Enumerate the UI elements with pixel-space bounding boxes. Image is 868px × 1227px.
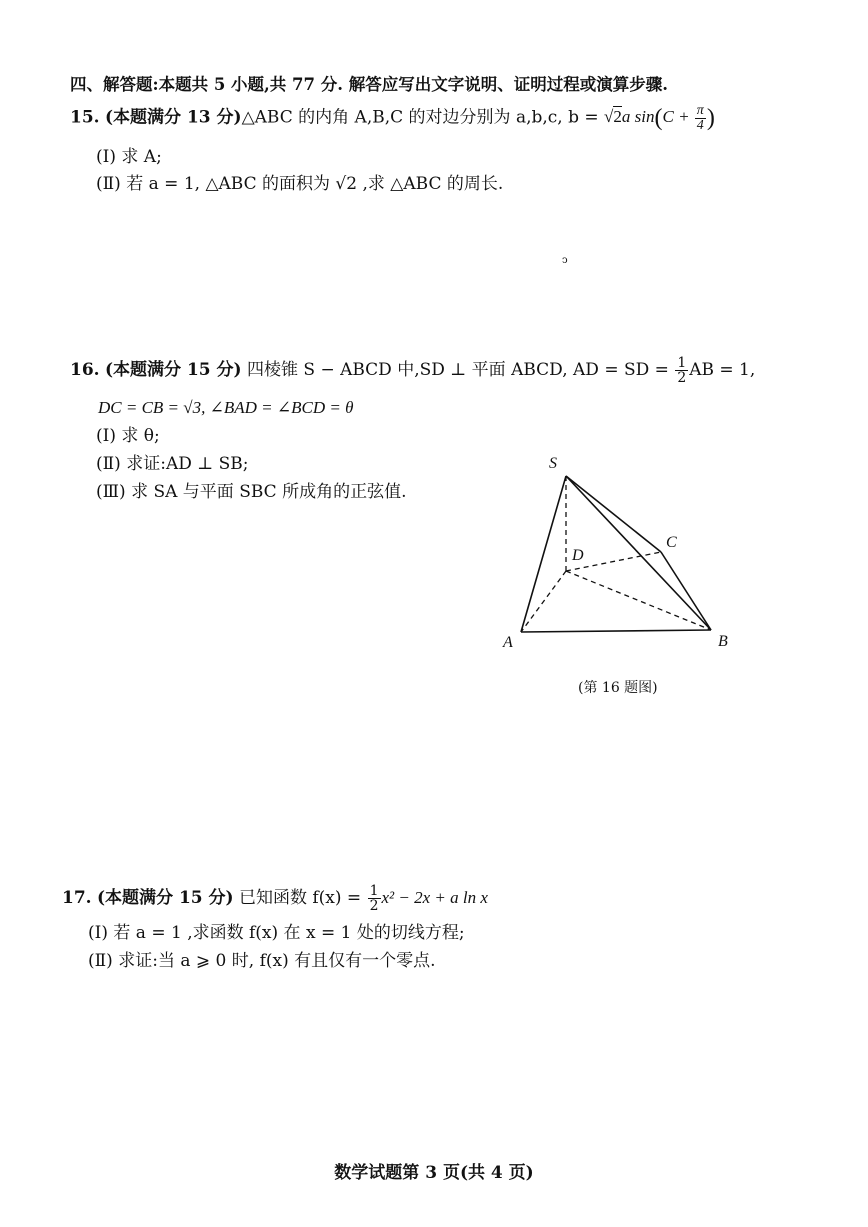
page-footer: 数学试题第 3 页(共 4 页) [334,1163,534,1183]
question-16-score: (本题满分 15 分) [104,360,242,380]
edge-SB [566,476,711,630]
fraction-numerator: 1 [677,355,687,371]
edge-SA [521,476,566,632]
part-marker: (Ⅰ) [96,147,116,167]
part-text: 求 θ; [121,426,160,446]
question-17-part-2 [80,950,436,972]
question-15-stem-text: △ABC 的内角 A,B,C 的对边分别为 a,b,c, b = [241,107,605,128]
stray-mark: ↄ [562,255,568,266]
fraction-numerator: 1 [369,883,379,899]
part-marker: (Ⅱ) [88,951,113,971]
question-15-number: 15. [70,107,100,128]
question-17-fraction [368,884,381,913]
vertex-label-C: C [666,534,677,551]
question-17-stem [62,884,488,913]
question-17-stem-tail: x² − 2x + a ln x [381,888,488,907]
edge-SC [566,476,661,552]
question-16-number: 16. [70,360,100,380]
fraction-denominator: 2 [369,898,379,914]
vertex-label-S: S [549,455,557,472]
edge-CB [661,552,711,630]
question-15-score: (本题满分 13 分) [104,107,242,128]
question-17-number: 17. [62,888,92,908]
figure-caption: (第 16 题图) [578,680,658,696]
part-text: 求 SA 与平面 SBC 所成角的正弦值. [131,482,407,502]
part-marker: (Ⅰ) [96,426,116,446]
question-17-stem-text: 已知函数 f(x) = [238,888,367,908]
vertex-label-D: D [572,547,584,564]
question-17-score: (本题满分 15 分) [96,888,234,908]
question-16-stem-tail: AB = 1, [689,360,756,380]
part-text: 若 a = 1, △ABC 的面积为 √2 ,求 △ABC 的周长. [126,174,504,194]
part-text: 求证:AD ⊥ SB; [126,454,249,474]
edge-AB [521,630,711,632]
question-16-stem-text: 四棱锥 S − ABCD 中,SD ⊥ 平面 ABCD, AD = SD = [246,360,675,380]
question-17-part-1 [80,922,465,944]
question-16-line-2: DC = CB = √3, ∠BAD = ∠BCD = θ [98,398,354,417]
part-marker: (Ⅰ) [88,923,108,943]
part-marker: (Ⅲ) [96,482,126,502]
fraction-denominator: 2 [677,370,687,386]
part-marker: (Ⅱ) [96,454,121,474]
part-text: 求证:当 a ⩾ 0 时, f(x) 有且仅有一个零点. [118,951,436,971]
vertex-label-B: B [718,633,728,650]
edge-DA [521,571,566,632]
vertex-label-A: A [503,634,513,651]
question-15-formula: √2a sin(C + $\frac{\pi}{4}$ ) [604,103,715,133]
part-text: 求 A; [121,147,162,167]
part-text: 若 a = 1 ,求函数 f(x) 在 x = 1 处的切线方程; [113,923,465,943]
edge-DB [566,571,711,630]
part-marker: (Ⅱ) [96,174,121,194]
section-heading: 四、解答题:本题共 5 小题,共 77 分. 解答应写出文字说明、证明过程或演算步骤. [70,75,668,94]
